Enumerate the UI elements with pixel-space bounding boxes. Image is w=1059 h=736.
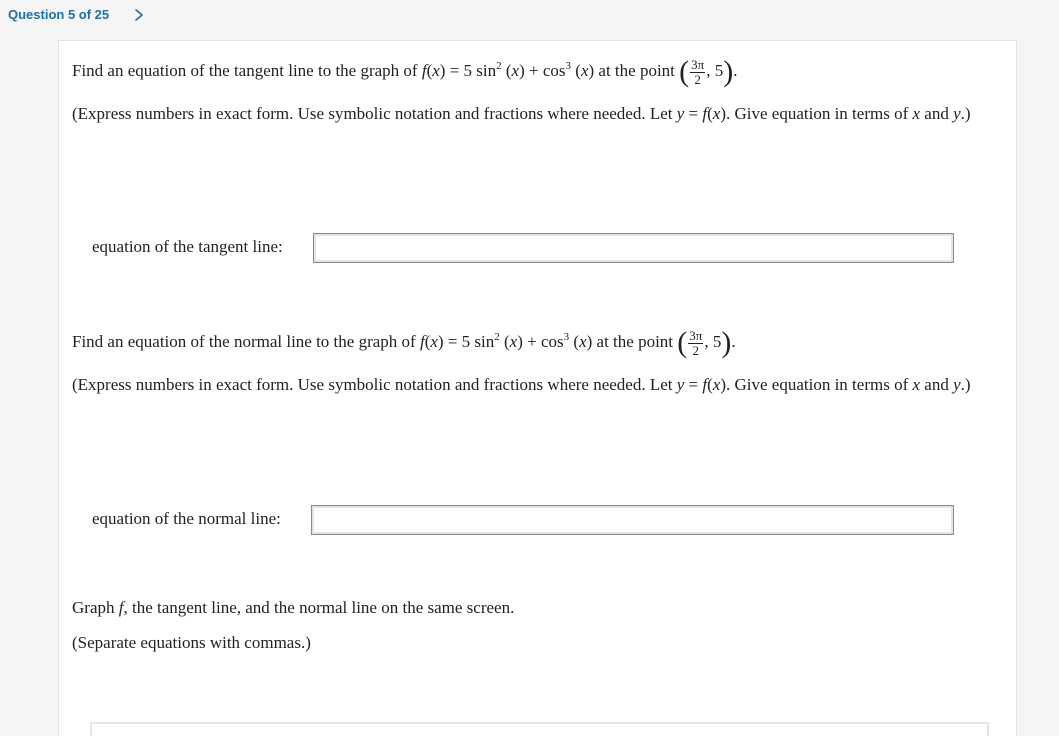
normal-prompt-text: Find an equation of the normal line to the graph of <box>72 332 416 351</box>
question-panel <box>58 40 1017 736</box>
tangent-line-input[interactable] <box>313 233 954 263</box>
function-expression: f(x) = 5 $\sin^2 (x) + \cos^3 (x)$ <box>421 60 599 80</box>
normal-prompt <box>72 328 736 358</box>
tangent-answer-label: equation of the tangent line: <box>92 237 283 256</box>
normal-instructions: (Express numbers in exact form. Use symbolic notation and fractions where needed. Let y = f(x). Give equation in terms of x and y.) <box>72 375 971 394</box>
tangent-prompt-text: Find an equation of the tangent line to the graph of <box>72 61 418 80</box>
point-text: at the point <box>598 61 675 80</box>
tangent-instructions: (Express numbers in exact form. Use symbolic notation and fractions where needed. Let y = f(x). Give equation in terms of x and y.) <box>72 104 971 123</box>
question-counter: Question 5 of 25 <box>8 7 110 22</box>
function-expression-2: f(x) = 5 $\sin^2 (x) + \cos^3 (x)$ <box>419 331 597 351</box>
point-coordinates: ( $\frac{3\pi}{2}$ , 5). <box>679 55 738 89</box>
top-bar <box>0 0 1059 32</box>
tangent-prompt <box>72 57 737 87</box>
normal-line-input[interactable] <box>311 505 954 535</box>
next-question-button[interactable] <box>128 4 150 26</box>
point-coordinates-2: ( $\frac{3\pi}{2}$ , 5). <box>677 326 736 360</box>
graph-hint: (Separate equations with commas.) <box>72 633 311 652</box>
chevron-right-icon <box>128 4 150 26</box>
graph-prompt: Graph f, the tangent line, and the normal line on the same screen. <box>72 598 515 617</box>
point-text-2: at the point <box>596 332 674 351</box>
graph-answer-area[interactable] <box>90 722 989 736</box>
normal-answer-label: equation of the normal line: <box>92 509 281 528</box>
